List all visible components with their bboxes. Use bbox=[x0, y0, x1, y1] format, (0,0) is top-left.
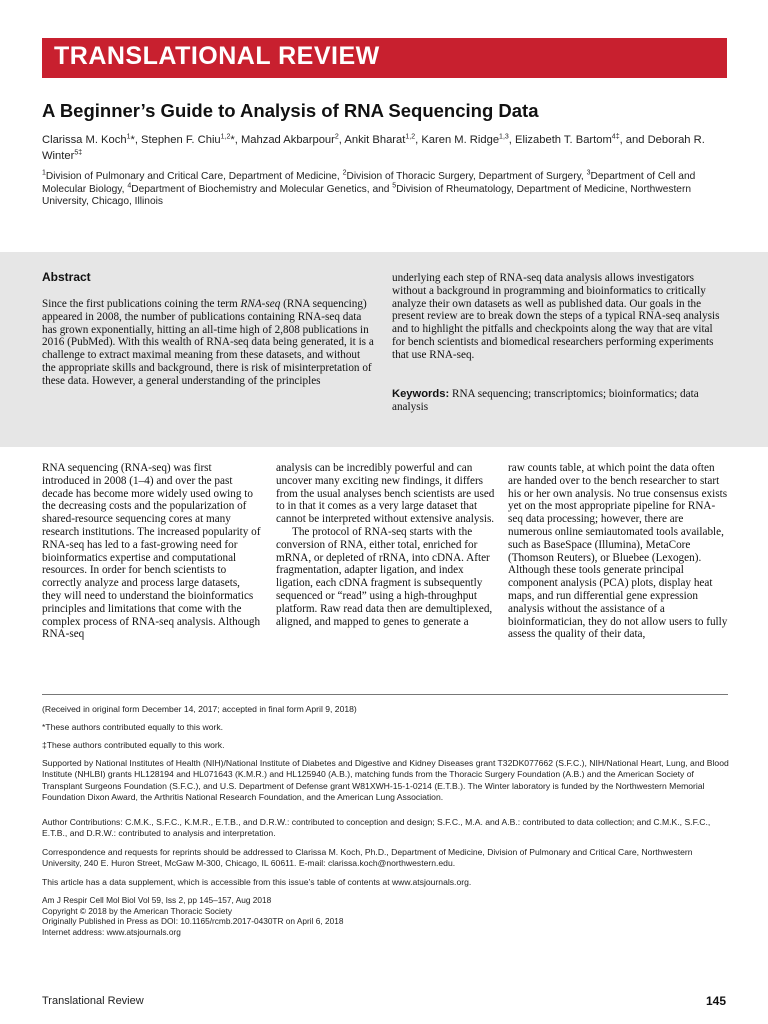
copyright: Copyright © 2018 by the American Thoracic Society bbox=[42, 905, 232, 916]
affiliations: $^1$Division of Pulmonary and Critical Care, Department of Medicine, $^2$Division of Thoracic Surgery, Department of Surgery, $^3$Department of Cell and Molecular Biology, $^4$Department of Biochemistry and Molecular Genetics, and $^5$Division of Rheumatology, Department of Medicine, Northwestern University, Chicago, Illinois bbox=[42, 169, 696, 207]
body-column-3: raw counts table, at which point the data often are handed over to the bench researcher to start his or her own analysis. No true consensus exists yet on the most appropriate pipeline for RNA-seq data processing; however, there are numerous online semiautomated tools available, such as BaseSpace (Illumina), MetaCore (Thomson Reuters), or Bluebee (Lexogen). Although these tools generate principal component analysis (PCA) plots, display heat maps, and run differential gene expression analysis without the assistance of a bioinformatician, they do not allow users to fully assess the quality of their data, bbox=[508, 462, 728, 641]
author-list: Clarissa M. Koch$^1$*, Stephen F. Chiu$^{1,2}$*, Mahzad Akbarpour$^2$, Ankit Bharat$^{1,2}$, Karen M. Ridge$^{1,3}$, Elizabeth T. Bartom$^{4\ddagger}$, and Deborah R. Winter$^{5\ddagger}$ bbox=[42, 133, 705, 162]
author-name: Stephen F. Chiu bbox=[141, 134, 221, 146]
body-column-2 bbox=[276, 462, 496, 628]
author-contributions: Author Contributions: C.M.K., S.F.C., K.M.R., E.T.B., and D.R.W.: contributed to conception and design; S.F.C., M.A. and A.B.: contributed to data collection; and C.M.K., S.F.C., E.T.B., and D.R.W.: contributed to analysis and interpretation. bbox=[42, 817, 711, 839]
author-name: Karen M. Ridge bbox=[421, 134, 500, 146]
keywords bbox=[392, 388, 728, 414]
abstract-text-left: Since the first publications coining the term RNA-seq (RNA sequencing) appeared in 2008, the number of publications containing RNA-seq data has grown exponentially, hitting an all-time high of 2,808 publications in 2016 (PubMed). With this wealth of RNA-seq data being generated, it is a challenge to extract maximal meaning from these datasets, and without the appropriate skills and background, there is risk of misinterpretation of these data. However, a general understanding of the principles bbox=[42, 298, 374, 387]
abstract-text-right: underlying each step of RNA-seq data analysis allows investigators without a background in programming and bioinformatics to critically analyze their own datasets as well as published data. Our goals in the present review are to break down the steps of a typical RNA-seq analysis and to highlight the pitfalls and checkpoints along the way that are vital for bench scientists and biomedical researchers performing experiments that use RNA-seq. bbox=[392, 272, 720, 361]
citation: Am J Respir Cell Mol Biol Vol 59, Iss 2, pp 145–157, Aug 2018 bbox=[42, 895, 272, 905]
funding-note: Supported by National Institutes of Health (NIH)/National Institute of Diabetes and Digestive and Kidney Diseases grant T32DK077662 (S.F.C.), NIH/National Heart, Lung, and Blood Institute (NHLBI) grants HL128194 and HL071643 (K.M.R.) and HL125940 (A.B.), matching funds from the Thoracic Surgery Foundation (A.B.) and the American Society of Transplant Surgeons Foundation (S.F.C.), and U.S. Department of Defense grant W81XWH-15-1-0214 (E.T.B.). The Winter laboratory is funded by the Northwestern Memorial Foundation Dixon Award, the Arthritis National Research Foundation, and the American Lung Association. bbox=[42, 758, 729, 802]
author-mark: * bbox=[130, 134, 135, 146]
footnote-divider bbox=[42, 694, 728, 695]
supplement-note: This article has a data supplement, which is accessible from this issue’s table of contents at www.atsjournals.org. bbox=[42, 877, 472, 887]
section-banner bbox=[42, 38, 727, 78]
internet-address: Internet address: www.atsjournals.org bbox=[42, 926, 181, 937]
article-title: A Beginner’s Guide to Analysis of RNA Sequencing Data bbox=[42, 100, 539, 121]
doi-line: Originally Published in Press as DOI: 10.1165/rcmb.2017-0430TR on April 6, 2018 bbox=[42, 916, 344, 927]
author-affil-sup: 1 bbox=[126, 133, 131, 141]
affiliation-4: Department of Biochemistry and Molecular Genetics, and bbox=[131, 183, 390, 195]
equal-contribution-note-2: ‡These authors contributed equally to this work. bbox=[42, 740, 225, 750]
body-paragraph: The protocol of RNA-seq starts with the conversion of RNA, either total, enriched for mRNA, or depleted of rRNA, into cDNA. After fragmentation, adapter ligation, and index ligation, each cDNA fragment is subsequently sequenced or “read” using a high-throughput platform. Raw read data then are demultiplexed, aligned, and mapped to genes to generate a bbox=[276, 525, 493, 628]
author-name: Mahzad Akbarpour bbox=[240, 134, 335, 146]
publication-info bbox=[42, 895, 732, 937]
author-name: Deborah R. Winter bbox=[42, 134, 705, 162]
footer-section-name: Translational Review bbox=[42, 995, 144, 1007]
body-paragraph: analysis can be incredibly powerful and can uncover many exciting new findings, it differs from the usual analyses bench scientists are used to in that it comes as a very large dataset that cannot be interpreted without extensive analysis. bbox=[276, 462, 495, 526]
body-column-1: RNA sequencing (RNA-seq) was first introduced in 2008 (1–4) and over the past decade has become more widely used owing to the decreasing costs and the popularization of shared-resource sequencing cores at many research institutions. The increased popularity of RNA-seq has led to a fast-growing need for bioinformatics expertise and computational resources. In order for bench scientists to correctly analyze and process large datasets, they will need to understand the bioinformatics principles and limitations that come with the complex process of RNA-seq analysis. Although RNA-seq bbox=[42, 462, 261, 641]
author-name: Elizabeth T. Bartom bbox=[515, 134, 612, 146]
author-affil-sup: 2 bbox=[334, 133, 339, 141]
received-dates: (Received in original form December 14, 2017; accepted in final form April 9, 2018) bbox=[42, 704, 357, 714]
abstract-heading: Abstract bbox=[42, 270, 91, 284]
correspondence-note: Correspondence and requests for reprints should be addressed to Clarissa M. Koch, Ph.D., Department of Medicine, Division of Pulmonary and Critical Care, Northwestern University, 240 E. Huron Street, McGaw M-300, Chicago, IL 60611. E-mail: clarissa.koch@northwestern.edu. bbox=[42, 847, 693, 869]
affiliation-2: Division of Thoracic Surgery, Department of Surgery, bbox=[346, 171, 584, 182]
affiliation-1: Division of Pulmonary and Critical Care, Department of Medicine, bbox=[45, 171, 340, 182]
affiliation-3: Department of Cell and Molecular Biology, bbox=[42, 171, 696, 195]
section-banner-label: TRANSLATIONAL REVIEW bbox=[54, 42, 380, 70]
author-affil-sup: 5‡ bbox=[74, 149, 83, 157]
keywords-list: RNA sequencing; transcriptomics; bioinformatics; data analysis bbox=[392, 388, 699, 413]
page-number: 145 bbox=[705, 994, 726, 1008]
equal-contribution-note-1: *These authors contributed equally to this work. bbox=[42, 722, 224, 732]
author-name: Ankit Bharat bbox=[344, 134, 406, 146]
author-affil-sup: 4‡ bbox=[611, 133, 620, 141]
author-mark: * bbox=[230, 134, 235, 146]
author-name: Clarissa M. Koch bbox=[42, 134, 127, 146]
author-affil-sup: 1,2 bbox=[220, 133, 231, 141]
keywords-label: Keywords: bbox=[392, 388, 450, 400]
author-affil-sup: 1,2 bbox=[405, 133, 416, 141]
author-affil-sup: 1,3 bbox=[499, 133, 509, 141]
affiliation-5: Division of Rheumatology, Department of Medicine, Northwestern University, Chicago, Illinois bbox=[42, 183, 692, 207]
